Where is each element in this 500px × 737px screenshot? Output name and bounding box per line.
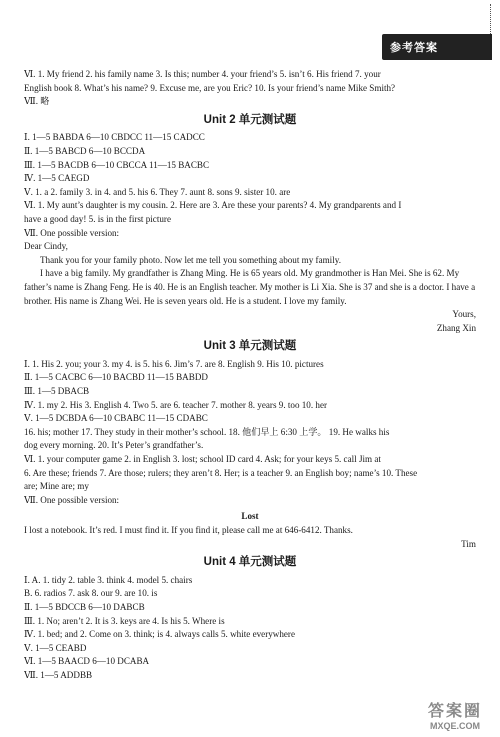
text-line: Ⅰ. A. 1. tidy 2. table 3. think 4. model 5. chairs [24,574,193,585]
text-line: Ⅳ. 1—5 CAEGD [24,173,90,184]
text-line: are; Mine are; my [24,481,89,492]
header-dotted-line [490,4,492,34]
text-line: Ⅶ. 略 [24,96,50,107]
text-line: Ⅵ. 1. My friend 2. his family name 3. Is this; number 4. your friend’s 5. isn’t 6. His friend 7. your [24,69,381,79]
letter-signature: Zhang Xin [436,322,476,333]
text-line: Ⅵ. 1—5 BAACD 6—10 DCABA [24,656,150,667]
text-line: Ⅴ. 1—5 CEABD [24,642,87,653]
text-line: B. 6. radios 7. ask 8. our 9. are 10. is [24,588,158,599]
text-line: have a good day! 5. is in the first picture [24,213,171,224]
letter-paragraph: I have a big family. My grandfather is Zhang Ming. He is 65 years old. My grandmother is Han Mei. She is 62. My father’s name is Zhang Feng. He is 40. He is an English teacher. My mother is Li Xia. She is 37 and she is a doctor. I have a brother. His name is Zhang Wei. He is seven years old. He is a student. I love my family. [24,268,476,306]
letter-closing: Yours, [452,309,476,320]
text-line: Dear Cindy, [24,241,68,252]
text-line: Ⅰ. 1—5 BABDA 6—10 CBDCC 11—15 CADCC [24,132,205,143]
text-line: Ⅲ. 1. No; aren’t 2. It is 3. keys are 4. Is his 5. Where is [24,615,225,626]
text-line: Ⅵ. 1. your computer game 2. in English 3. lost; school ID card 4. Ask; for your keys 5. call Jim at [24,454,381,465]
header-label: 参考答案 [382,34,492,60]
letter-paragraph: Thank you for your family photo. Now let me tell you something about my family. [40,254,341,265]
text-line: Ⅶ. One possible version: [24,227,120,238]
lost-notice-title: Lost [241,511,259,522]
text-line: Ⅳ. 1. my 2. His 3. English 4. Two 5. are 6. teacher 7. mother 8. years 9. too 10. her [24,399,328,410]
text-line: Ⅶ. One possible version: [24,494,120,505]
text-line: dog every morning. 20. It’s Peter’s grandfather’s. [24,440,204,451]
text-line: Ⅱ. 1—5 CACBC 6—10 BACBD 11—15 BABDD [24,372,208,383]
text-line: 16. his; mother 17. They study in their mother’s school. 18. 他们早上 6:30 上学。 19. He walks his [24,426,390,437]
text-line: Ⅶ. 1—5 ADDBB [24,669,93,680]
text-line: Ⅰ. 1. His 2. you; your 3. my 4. is 5. his 6. Jim’s 7. are 8. English 9. His 10. pictures [24,358,324,369]
watermark-text: 答案圈 [427,702,482,720]
text-line: Ⅱ. 1—5 BABCD 6—10 BCCDA [24,145,146,156]
text-line: Ⅴ. 1—5 DCBDA 6—10 CBABC 11—15 CDABC [24,413,208,424]
watermark-logo [420,697,490,731]
unit-4-title: Unit 4 单元测试题 [203,556,297,569]
answer-content [24,68,476,683]
text-line: Ⅱ. 1—5 BDCCB 6—10 DABCB [24,601,145,612]
lost-notice-signature: Tim [461,538,476,549]
lost-notice-body: I lost a notebook. It’s red. I must find it. If you find it, please call me at 646-6412. Thanks. [24,525,353,535]
text-line: Ⅳ. 1. bed; and 2. Come on 3. think; is 4. always calls 5. white everywhere [24,629,295,640]
unit-2-title: Unit 2 单元测试题 [203,113,297,126]
unit-3-title: Unit 3 单元测试题 [203,340,297,353]
watermark-url: MXQE.COM [429,720,480,731]
text-line: Ⅲ. 1—5 BACDB 6—10 CBCCA 11—15 BACBC [24,159,210,170]
text-line: Ⅲ. 1—5 DBACB [24,386,90,397]
text-line: Ⅵ. 1. My aunt’s daughter is my cousin. 2. Here are 3. Are these your parents? 4. My grandparents and I [24,200,402,211]
text-line: English book 8. What’s his name? 9. Excuse me, are you Eric? 10. Is your friend’s name Mike Smith? [24,82,396,93]
text-line: 6. Are these; friends 7. Are those; rulers; they aren’t 8. Her; is a teacher 9. an English boy; name’s 10. These [24,467,418,478]
text-line: Ⅴ. 1. a 2. family 3. in 4. and 5. his 6. They 7. aunt 8. sons 9. sister 10. are [24,186,291,197]
